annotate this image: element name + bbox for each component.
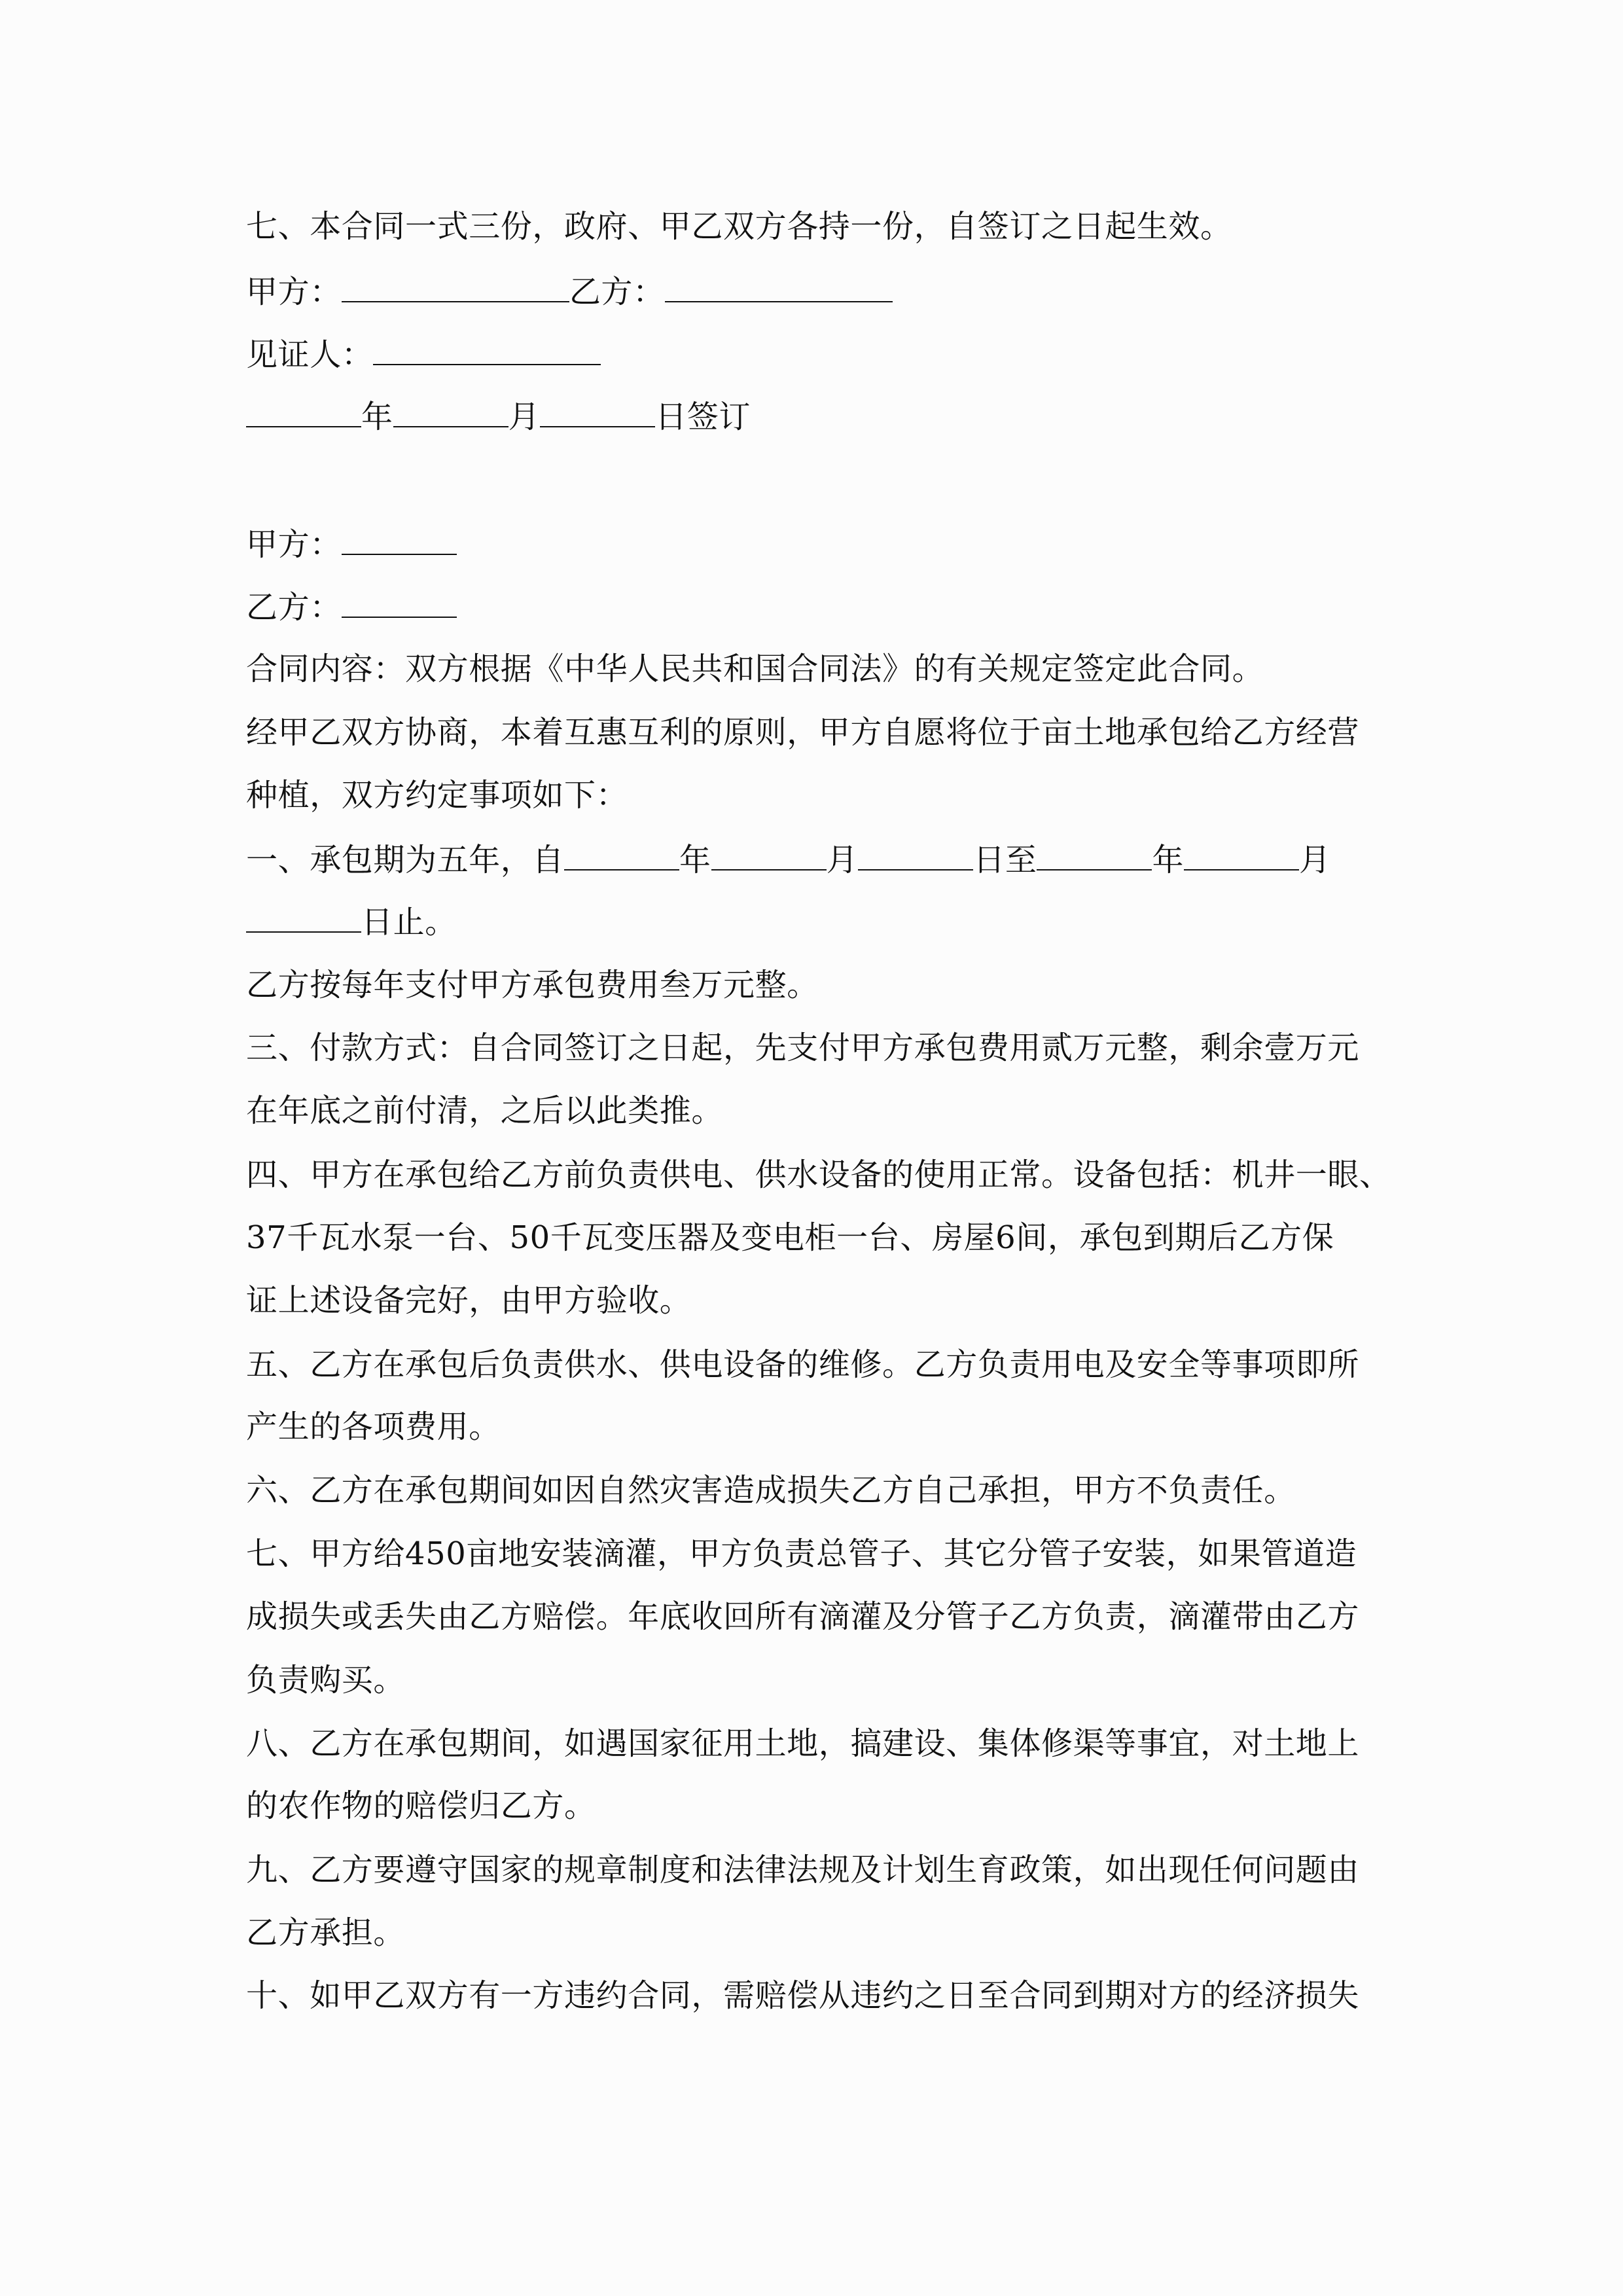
clause-text: 三、付款方式：自合同签订之日起，先支付甲方承包费用贰万元整，剩余壹万元: [246, 1030, 1360, 1066]
end-month-field[interactable]: [1184, 839, 1299, 870]
intro-line-1: [246, 713, 1378, 752]
witness-line: [246, 334, 1378, 373]
clause-1-line-2: [246, 901, 1378, 941]
clause-text: 的农作物的赔偿归乙方。: [246, 1787, 596, 1824]
clause-text: 在年底之前付清，之后以此类推。: [246, 1092, 724, 1129]
clause-1-prefix: 一、承包期为五年，自: [246, 842, 565, 878]
clause-text: 八、乙方在承包期间，如遇国家征用土地，搞建设、集体修渠等事宜，对土地上: [246, 1725, 1360, 1762]
signing-date-line: [246, 396, 1378, 435]
witness-label: 见证人：: [246, 336, 374, 373]
sign-day-field[interactable]: [540, 396, 655, 427]
clause-text: 37千瓦水泵一台、50千瓦变压器及变电柜一台、房屋6间，承包到期后乙方保: [246, 1219, 1334, 1256]
party-a-label: 甲方：: [246, 526, 342, 563]
clause-text: 乙方承担。: [246, 1914, 406, 1951]
day-end-label: 日止。: [361, 904, 457, 941]
start-day-field[interactable]: [858, 839, 973, 870]
year-label: 年: [679, 842, 711, 878]
year-label: 年: [361, 399, 393, 435]
sign-year-field[interactable]: [246, 396, 361, 427]
clause-4-line-3: [246, 1281, 1378, 1320]
party-b-label: 乙方：: [246, 589, 342, 626]
party-b-label: 乙方：: [569, 274, 665, 310]
end-day-field[interactable]: [246, 901, 361, 933]
witness-signature-field[interactable]: [373, 334, 601, 365]
clause-3-line-1: [246, 1028, 1378, 1067]
clause-10-line-1: [246, 1976, 1378, 2015]
signature-parties-line: [246, 271, 1378, 310]
clause-text: 乙方按每年支付甲方承包费用叁万元整。: [246, 967, 819, 1003]
clause-text: 七、甲方给450亩地安装滴灌，甲方负责总管子、其它分管子安装，如果管道造: [246, 1535, 1357, 1572]
start-year-field[interactable]: [564, 839, 679, 870]
month-label: 月: [1299, 842, 1331, 878]
month-label: 月: [826, 842, 859, 878]
clause-4-line-1: [246, 1155, 1391, 1194]
end-year-field[interactable]: [1037, 839, 1152, 870]
clause-7-line-1: [246, 1534, 1378, 1573]
intro-text: 经甲乙双方协商，本着互惠互利的原则，甲方自愿将位于亩土地承包给乙方经营: [246, 714, 1360, 751]
party-b-signature-field[interactable]: [665, 271, 893, 302]
clause-text: 负责购买。: [246, 1662, 406, 1698]
party-a-label: 甲方：: [246, 274, 342, 310]
clause-text: 产生的各项费用。: [246, 1408, 501, 1445]
clause-text: 七、本合同一式三份，政府、甲乙双方各持一份，自签订之日起生效。: [246, 208, 1232, 245]
clause-2: [246, 965, 1378, 1005]
contract-content-line: [246, 649, 1378, 689]
clause-8-line-1: [246, 1724, 1378, 1763]
clause-3-line-2: [246, 1091, 1378, 1130]
sign-month-field[interactable]: [393, 396, 508, 427]
month-label: 月: [508, 399, 541, 435]
intro-line-2: [246, 776, 1378, 815]
clause-copies-effective: [246, 207, 1378, 246]
party-b-name-field[interactable]: [342, 586, 457, 618]
intro-text: 种植，双方约定事项如下：: [246, 777, 628, 814]
clause-text: 十、如甲乙双方有一方违约合同，需赔偿从违约之日至合同到期对方的经济损失: [246, 1977, 1360, 2014]
day-to-label: 日至: [973, 842, 1037, 878]
clause-5-line-2: [246, 1407, 1378, 1446]
clause-7-line-2: [246, 1597, 1378, 1636]
party-b-line: [246, 586, 1378, 626]
clause-text: 五、乙方在承包后负责供水、供电设备的维修。乙方负责用电及安全等事项即所: [246, 1346, 1360, 1383]
day-signed-label: 日签订: [655, 399, 751, 435]
contract-content-text: 合同内容：双方根据《中华人民共和国合同法》的有关规定签定此合同。: [246, 651, 1264, 687]
clause-text: 证上述设备完好，由甲方验收。: [246, 1282, 692, 1319]
party-a-line: [246, 524, 1378, 563]
clause-text: 六、乙方在承包期间如因自然灾害造成损失乙方自己承担，甲方不负责任。: [246, 1472, 1296, 1509]
clause-6: [246, 1471, 1378, 1510]
clause-text: 成损失或丢失由乙方赔偿。年底收回所有滴灌及分管子乙方负责，滴灌带由乙方: [246, 1598, 1360, 1635]
clause-7-line-3: [246, 1660, 1378, 1700]
clause-9-line-1: [246, 1850, 1378, 1890]
party-a-name-field[interactable]: [342, 524, 457, 555]
clause-4-line-2: [246, 1218, 1378, 1257]
year-label: 年: [1152, 842, 1185, 878]
clause-8-line-2: [246, 1786, 1378, 1825]
party-a-signature-field[interactable]: [342, 271, 569, 302]
start-month-field[interactable]: [711, 839, 827, 870]
clause-text: 九、乙方要遵守国家的规章制度和法律法规及计划生育政策，如出现任何问题由: [246, 1852, 1360, 1888]
clause-9-line-2: [246, 1913, 1378, 1952]
clause-1-line-1: [246, 839, 1378, 878]
clause-5-line-1: [246, 1345, 1378, 1384]
clause-text: 四、甲方在承包给乙方前负责供电、供水设备的使用正常。设备包括：机井一眼、: [246, 1157, 1391, 1193]
